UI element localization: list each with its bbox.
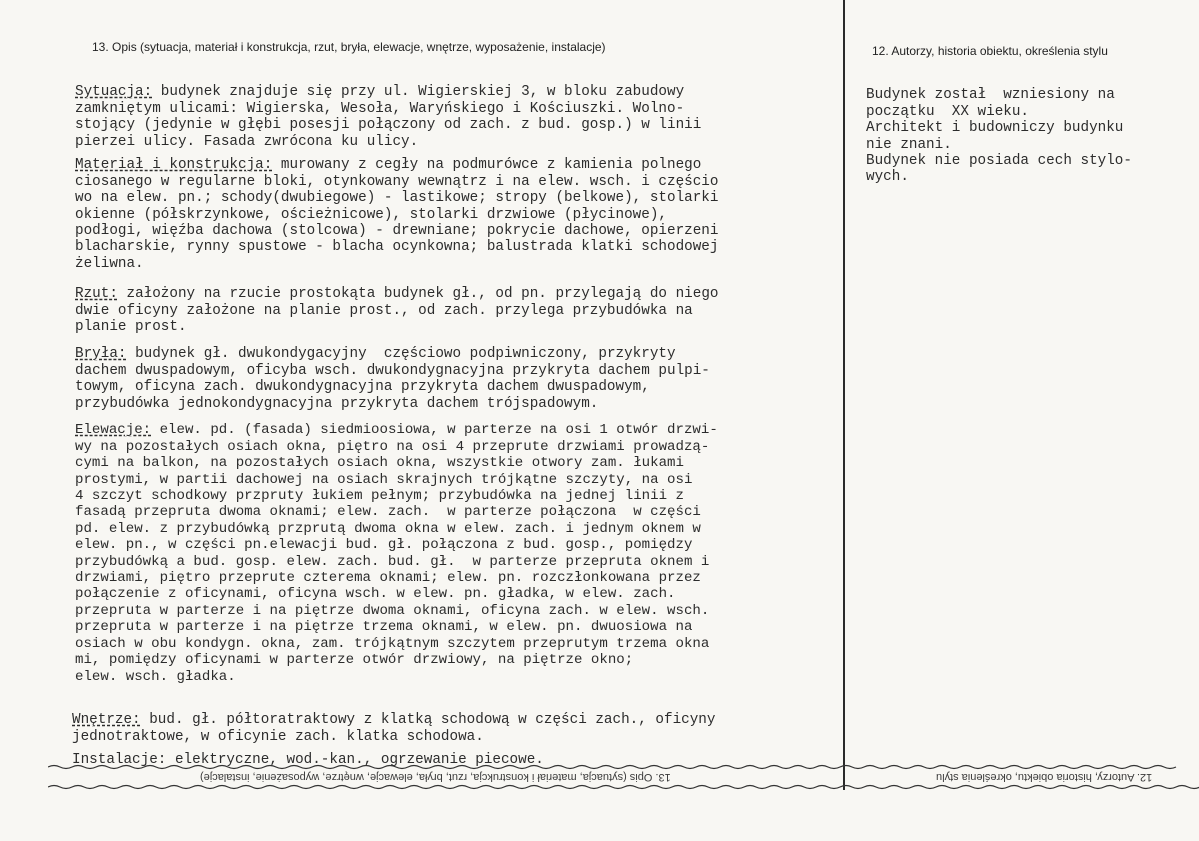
section-label: Elewacje: xyxy=(75,422,152,439)
section-label: Wnętrze: xyxy=(72,712,141,729)
text-line: elektryczne, wod.-kan., ogrzewanie piecowe. xyxy=(166,752,544,769)
text-line: pd. elew. z przybudówką przprutą dwoma okna w elew. zach. i jednym oknem w xyxy=(75,520,701,537)
text-line: żeliwna. xyxy=(75,255,144,272)
text-line: nie znani. xyxy=(866,136,952,153)
section-label: Materiał i konstrukcja: xyxy=(75,157,273,174)
text-line: elew. wsch. gładka. xyxy=(75,668,236,685)
wavy-rule xyxy=(48,764,1199,770)
text-line: zamkniętym ulicami: Wigierska, Wesoła, Waryńskiego i Kościuszki. Wolno- xyxy=(75,100,685,117)
mirrored-description-header: 13. Opis (sytuacja, materiał i konstrukcja, rzut, bryła, elewacje, wnętrze, wyposażenie, instalacje) xyxy=(200,771,671,783)
text-line: drzwiami, piętro przeprute czterema oknami; elew. pn. rozczłonkowana przez xyxy=(75,570,701,587)
text-line: jednotraktowe, w oficynie zach. klatka schodowa. xyxy=(72,728,484,745)
text-line: przybudówką a bud. gosp. elew. zach. bud. gł. w parterze przepruta oknem i xyxy=(75,553,710,570)
text-line: połączenie z oficynami, oficyna wsch. w elew. pn. gładka, w elew. zach. xyxy=(75,586,676,603)
text-line: osiach w obu kondygn. okna, zam. trójkątnym szczytem przeprutym trzema okna xyxy=(75,635,710,652)
description-header: 13. Opis (sytuacja, materiał i konstrukcja, rzut, bryła, elewacje, wnętrze, wyposażenie, instalacje) xyxy=(92,40,606,54)
text-line: wo na elew. pn.; schody(dwubiegowe) - lastikowe; stropy (belkowe), stolarki xyxy=(75,190,719,207)
text-line: budynek znajduje się przy ul. Wigierskiej 3, w bloku zabudowy xyxy=(152,84,685,101)
text-line: Budynek został wzniesiony na xyxy=(866,87,1115,104)
text-line: elew. pd. (fasada) siedmioosiowa, w parterze na osi 1 otwór drzwi- xyxy=(151,422,718,439)
text-line: początku XX wieku. xyxy=(866,103,1030,120)
text-line: dachem dwuspadowym, oficyba wsch. dwukondygnacyjna przykryta dachem pulpi- xyxy=(75,362,710,379)
text-line: podłogi, więźba dachowa (stolcowa) - drewniane; pokrycie dachowe, opierzeni xyxy=(75,223,719,240)
text-line: budynek gł. dwukondygacyjny częściowo podpiwniczony, przykryty xyxy=(126,346,676,363)
text-line: mi, pomiędzy oficynami w parterze otwór drzwiowy, na piętrze okno; xyxy=(75,652,634,669)
section-label: Bryła: xyxy=(75,346,127,363)
wavy-rule xyxy=(48,784,1199,790)
text-line: planie prost. xyxy=(75,319,187,336)
section-label: Sytuacja: xyxy=(75,84,153,101)
section-label: Rzut: xyxy=(75,286,118,303)
text-line: Architekt i budowniczy budynku xyxy=(866,120,1124,137)
history-text xyxy=(866,71,1132,202)
text-line: fasadą przepruta dwoma oknami; elew. zach. w parterze połączona w części xyxy=(75,504,701,521)
history-header: 12. Autorzy, historia obiektu, określenia stylu xyxy=(872,44,1108,58)
text-line: stojący (jedynie w głębi posesji połączony od zach. z bud. gosp.) w linii xyxy=(75,117,702,134)
text-line: wych. xyxy=(866,169,909,186)
text-line: towym, oficyna zach. dwukondygnacyjna przykryta dachem dwuspadowym, xyxy=(75,379,650,396)
text-line: ciosanego w regularne bloki, otynkowany wewnątrz i na elew. wsch. i częścio xyxy=(75,173,719,190)
text-line: przepruta w parterze i na piętrze dwoma oknami, oficyna zach. w elew. wsch. xyxy=(75,602,710,619)
section-elewacje xyxy=(75,406,718,701)
bottom-strip xyxy=(48,764,1199,790)
text-line: 4 szczyt schodkowy przpruty łukiem pełnym; przybudówka na jednej linii z xyxy=(75,488,684,505)
section-material xyxy=(75,141,718,289)
text-line: dwie oficyny założone na planie prost., od zach. przylega przybudówka na xyxy=(75,302,693,319)
text-line: elew. pn., w części pn.elewacji bud. gł. połączona z bud. gosp., pomiędzy xyxy=(75,537,693,554)
column-divider xyxy=(843,0,845,790)
mirrored-history-header: 12. Autorzy, historia obiektu, określenia stylu xyxy=(936,771,1153,783)
text-line: prostymi, w partii dachowej na osiach skrajnych trójkątne szczyty, na osi xyxy=(75,471,693,488)
text-line: blacharskie, rynny spustowe - blacha ocynkowna; balustrada klatki schodowej xyxy=(75,239,719,256)
text-line: murowany z cegły na podmurówce z kamienia polnego xyxy=(272,157,702,174)
text-line: bud. gł. półtoratraktowy z klatką schodową w części zach., oficyny xyxy=(140,712,716,729)
text-line: przepruta w parterze i na piętrze trzema oknami, w elew. pn. dwuosiowa na xyxy=(75,619,693,636)
text-line: pierzei ulicy. Fasada zwrócona ku ulicy. xyxy=(75,133,419,150)
text-line: założony na rzucie prostokąta budynek gł., od pn. przylegają do niego xyxy=(117,286,719,303)
text-line: przybudówka jednokondygnacyjna przykryta dachem trójspadowym. xyxy=(75,395,599,412)
text-line: wy na pozostałych osiach okna, piętro na osi 4 przeprute drzwiami prowadzą- xyxy=(75,438,710,455)
text-line: cymi na balkon, na pozostałych osiach okna, wszystkie otwory zam. łukami xyxy=(75,455,684,472)
section-label: Instalacje: xyxy=(72,752,167,769)
text-line: Budynek nie posiada cech stylo- xyxy=(866,153,1132,170)
text-line: okienne (półskrzynkowe, ościeżnicowe), stolarki drzwiowe (płycinowe), xyxy=(75,206,667,223)
